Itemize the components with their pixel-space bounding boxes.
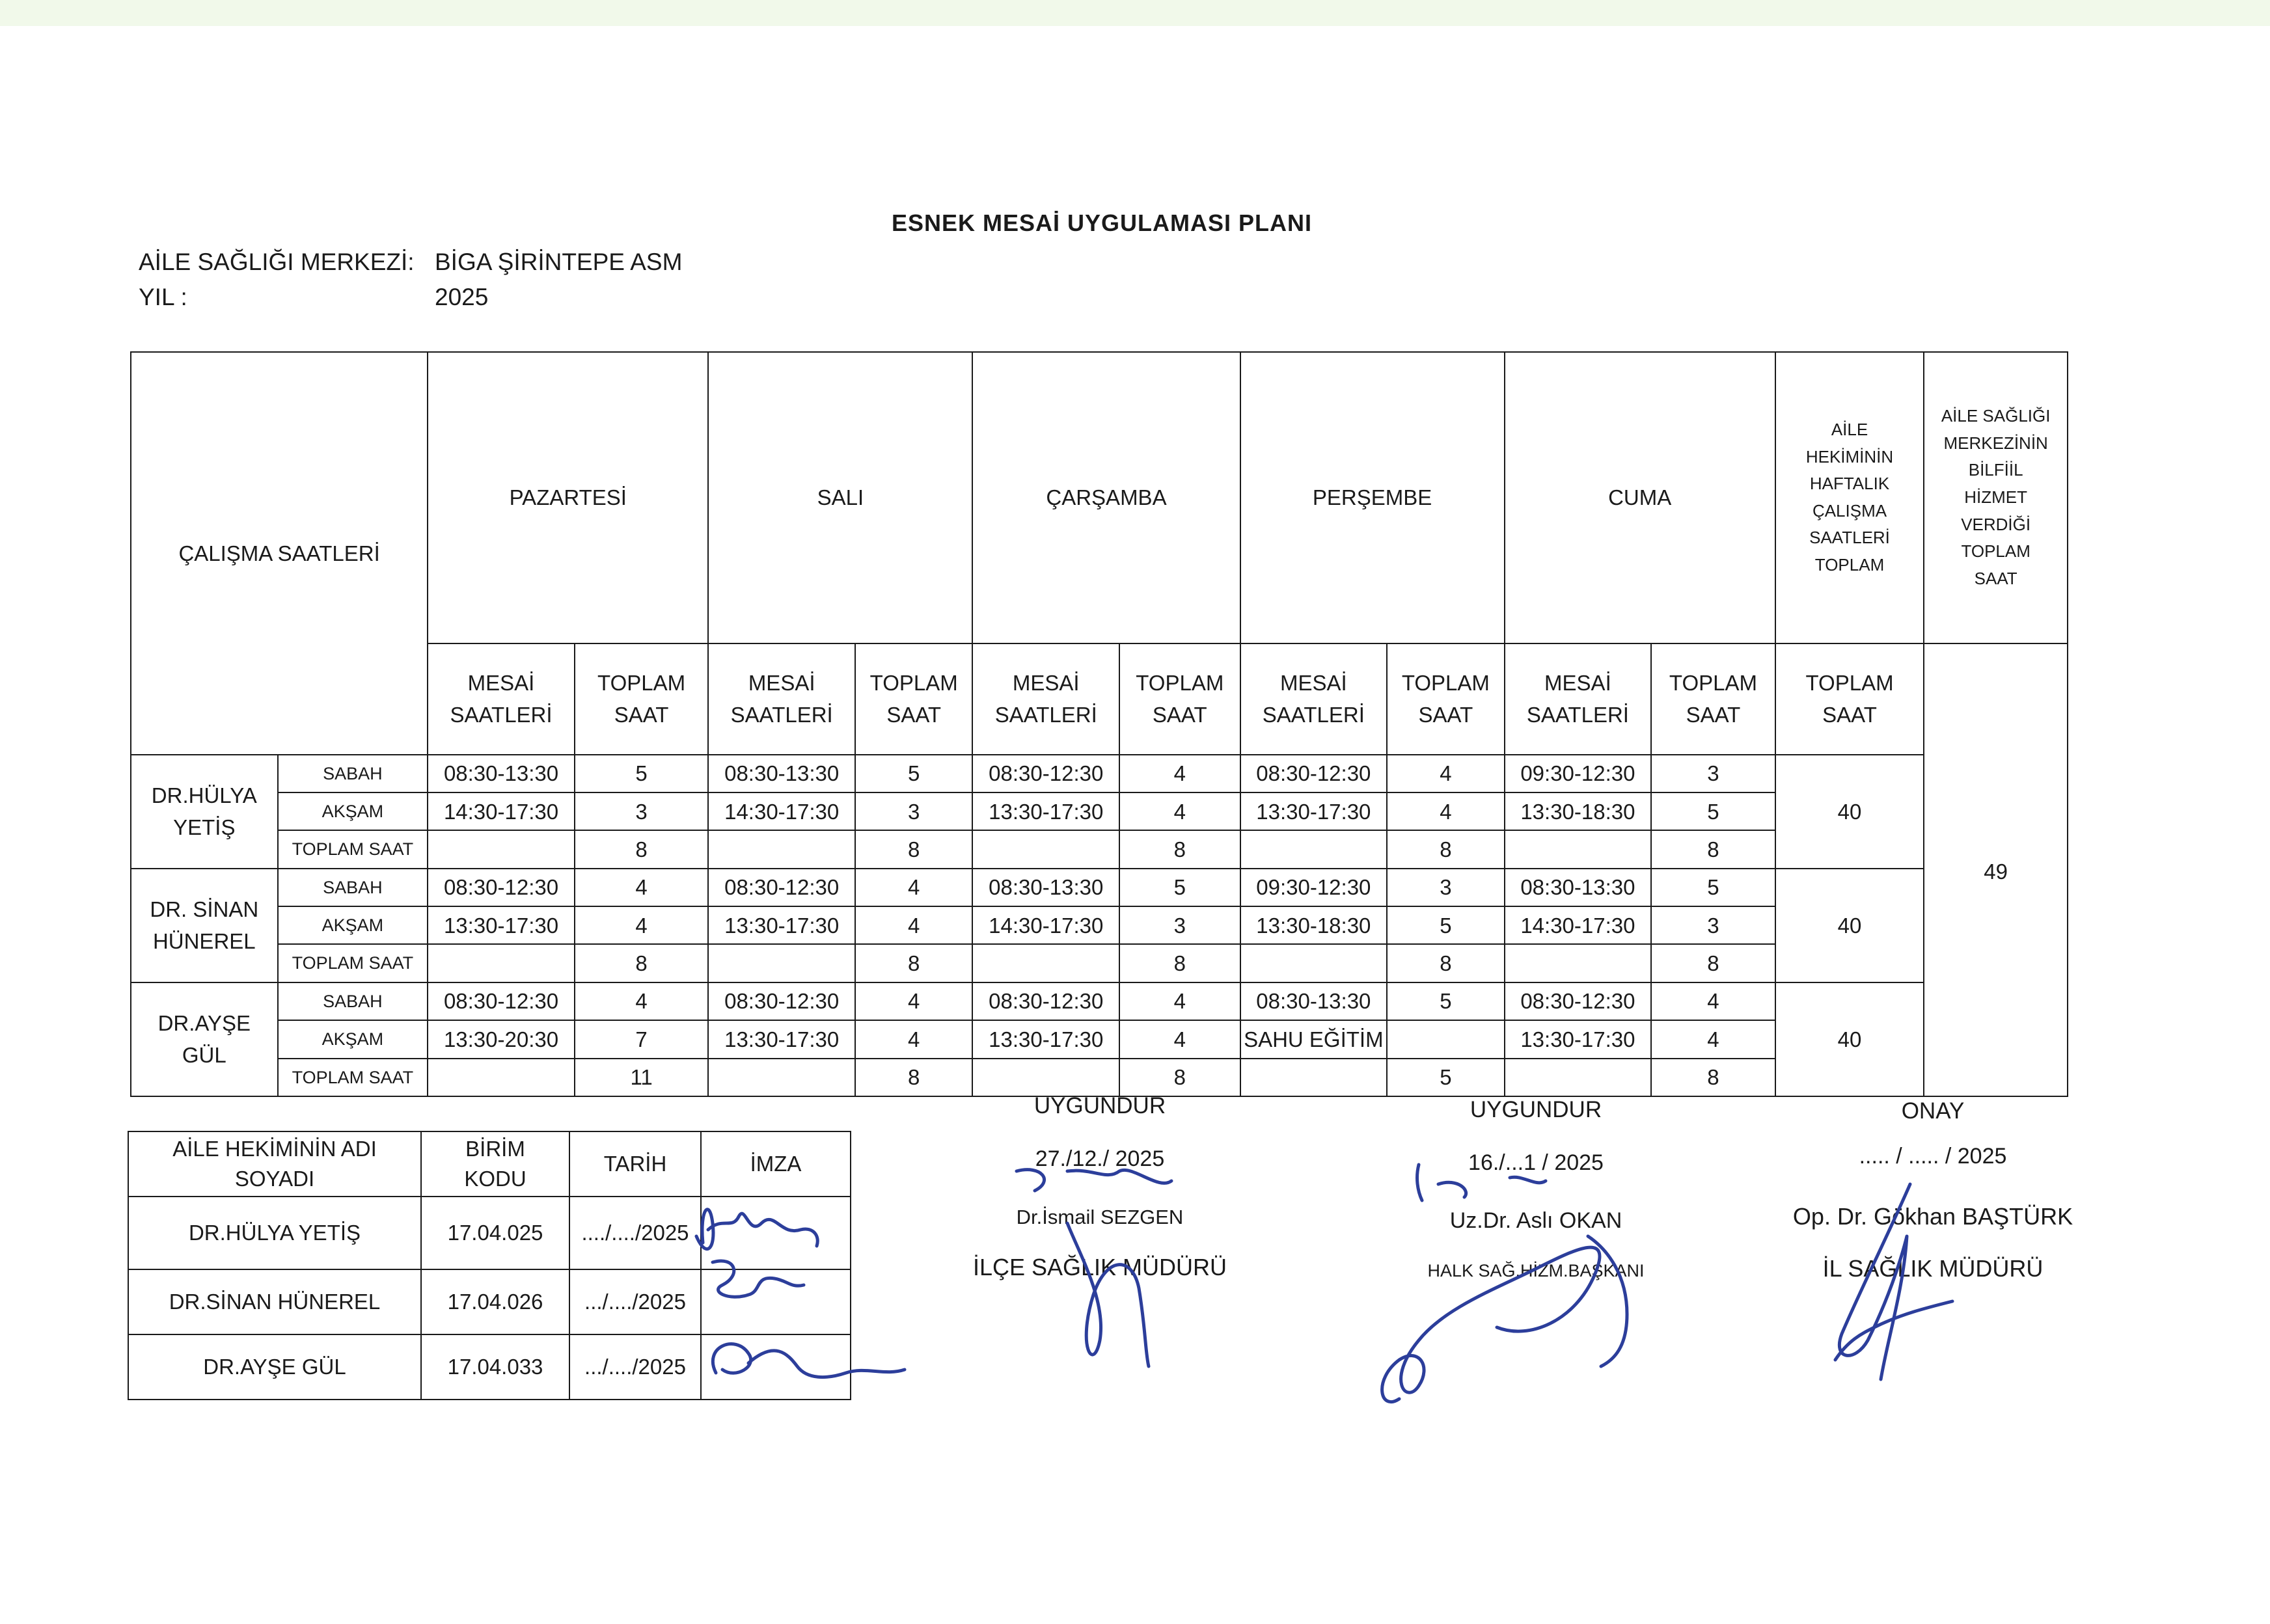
hours-total-cell: 8	[575, 830, 709, 868]
date-field: ..../..../2025	[569, 1197, 701, 1269]
day-header-friday: CUMA	[1505, 352, 1775, 643]
shift-label: SABAH	[278, 869, 428, 906]
shift-label: SABAH	[278, 755, 428, 792]
hours-total-cell: 5	[1387, 982, 1504, 1020]
hours-total-cell: 4	[1651, 1020, 1775, 1058]
shift-label: TOPLAM SAAT	[278, 944, 428, 982]
approval-name: Dr.İsmail SEZGEN	[1016, 1206, 1184, 1228]
mesai-hours-cell: 13:30-20:30	[428, 1020, 575, 1058]
hours-total-cell: 5	[1119, 869, 1240, 906]
unit-code: 17.04.026	[421, 1269, 569, 1334]
approval-status: UYGUNDUR	[1033, 1093, 1166, 1118]
mesai-hours-cell: 13:30-18:30	[1240, 906, 1388, 944]
center-label: AİLE SAĞLIĞI MERKEZİ:	[139, 249, 415, 275]
hours-total-cell: 3	[1119, 906, 1240, 944]
signature-provincial-director	[1835, 1184, 1952, 1379]
hours-total-cell: 11	[575, 1059, 709, 1096]
hours-total-cell: 8	[855, 944, 972, 982]
hours-total-cell: 8	[1651, 830, 1775, 868]
hours-total-cell: 5	[1387, 1059, 1504, 1096]
col-header-mesai: MESAİ SAATLERİ	[428, 643, 575, 755]
hours-total-cell: 4	[855, 982, 972, 1020]
hours-total-cell: 8	[855, 1059, 972, 1096]
signature-sinan	[713, 1261, 804, 1297]
hours-total-cell: 8	[575, 944, 709, 982]
mesai-hours-cell: 09:30-12:30	[1240, 869, 1388, 906]
approval-name: Op. Dr. Gökhan BAŞTÜRK	[1792, 1203, 2073, 1230]
mesai-hours-cell: 14:30-17:30	[972, 906, 1119, 944]
mesai-hours-cell: 08:30-12:30	[708, 869, 855, 906]
document-title: ESNEK MESAİ UYGULAMASI PLANI	[892, 210, 1313, 236]
signature-district-director	[1017, 1170, 1171, 1366]
hours-total-cell: 4	[1387, 755, 1504, 792]
hours-total-cell: 4	[855, 906, 972, 944]
hours-total-cell: 4	[575, 982, 709, 1020]
hours-total-cell: 8	[1651, 1059, 1775, 1096]
mesai-hours-cell: 08:30-12:30	[1505, 982, 1652, 1020]
col-header-mesai: MESAİ SAATLERİ	[1240, 643, 1388, 755]
col-header-toplam: TOPLAM SAAT	[855, 643, 972, 755]
mesai-hours-cell: 08:30-13:30	[708, 755, 855, 792]
hours-total-cell: 3	[1651, 906, 1775, 944]
unit-code: 17.04.033	[421, 1334, 569, 1400]
approval-date: ..... / ..... / 2025	[1859, 1144, 2007, 1169]
approval-status: ONAY	[1901, 1098, 1965, 1124]
day-header-tuesday: SALI	[708, 352, 972, 643]
hours-total-cell: 4	[1119, 755, 1240, 792]
date-field: .../..../2025	[569, 1334, 701, 1400]
mesai-hours-cell: 08:30-12:30	[428, 869, 575, 906]
sig-header-name: AİLE HEKİMİNİN ADI SOYADI	[128, 1131, 421, 1197]
hours-total-cell: 4	[855, 1020, 972, 1058]
shift-label: AKŞAM	[278, 906, 428, 944]
col-header-toplam: TOPLAM SAAT	[1387, 643, 1504, 755]
center-total-value: 49	[1924, 643, 2068, 1096]
hours-total-cell: 4	[1651, 982, 1775, 1020]
col-header-toplam: TOPLAM SAAT	[575, 643, 709, 755]
hours-total-cell: 3	[1651, 755, 1775, 792]
date-field: .../..../2025	[569, 1269, 701, 1334]
mesai-hours-cell: 08:30-12:30	[972, 755, 1119, 792]
sig-header-signature: İMZA	[701, 1131, 851, 1197]
mesai-hours-cell: 13:30-17:30	[972, 792, 1119, 830]
col-header-mesai: MESAİ SAATLERİ	[1505, 643, 1652, 755]
mesai-hours-cell: 08:30-12:30	[708, 982, 855, 1020]
hours-total-cell: 5	[1387, 906, 1504, 944]
weekly-total-cell: 40	[1775, 869, 1924, 982]
hours-total-cell: 4	[575, 869, 709, 906]
mesai-hours-cell: SAHU EĞİTİM	[1240, 1020, 1388, 1058]
signature-hulya	[696, 1210, 817, 1249]
hours-total-cell: 3	[575, 792, 709, 830]
mesai-hours-cell: 13:30-17:30	[1505, 1020, 1652, 1058]
approval-date: 27./12./ 2025	[1035, 1146, 1165, 1171]
hours-total-cell: 4	[575, 906, 709, 944]
weekly-total-cell: 40	[1775, 982, 1924, 1096]
signature-ayse	[713, 1344, 905, 1377]
hours-total-cell: 5	[1651, 792, 1775, 830]
hours-total-cell: 4	[1387, 792, 1504, 830]
col-header-toplam: TOPLAM SAAT	[1119, 643, 1240, 755]
doctor-name: DR.HÜLYA YETİŞ	[128, 1197, 421, 1269]
hours-total-cell: 8	[1119, 944, 1240, 982]
approval-status: UYGUNDUR	[1470, 1097, 1602, 1122]
day-header-monday: PAZARTESİ	[428, 352, 708, 643]
hours-total-cell: 4	[1119, 982, 1240, 1020]
shift-label: TOPLAM SAAT	[278, 830, 428, 868]
shift-label: TOPLAM SAAT	[278, 1059, 428, 1096]
mesai-hours-cell: 08:30-13:30	[972, 869, 1119, 906]
mesai-hours-cell: 08:30-13:30	[428, 755, 575, 792]
approval-date: 16./...1 / 2025	[1468, 1150, 1604, 1175]
day-header-thursday: PERŞEMBE	[1240, 352, 1505, 643]
hours-total-cell: 5	[575, 755, 709, 792]
mesai-hours-cell: 08:30-13:30	[1240, 982, 1388, 1020]
mesai-hours-cell: 08:30-12:30	[1240, 755, 1388, 792]
mesai-hours-cell: 08:30-12:30	[972, 982, 1119, 1020]
hours-total-cell: 4	[1119, 792, 1240, 830]
mesai-hours-cell: 13:30-17:30	[972, 1020, 1119, 1058]
mesai-hours-cell: 13:30-17:30	[708, 1020, 855, 1058]
hours-total-cell: 8	[855, 830, 972, 868]
weekly-total-cell: 40	[1775, 755, 1924, 869]
mesai-hours-cell: 13:30-17:30	[708, 906, 855, 944]
hours-total-cell: 7	[575, 1020, 709, 1058]
shift-label: AKŞAM	[278, 1020, 428, 1058]
mesai-hours-cell: 08:30-12:30	[428, 982, 575, 1020]
doctor-name: DR.AYŞE GÜL	[131, 982, 278, 1096]
hours-total-cell: 8	[1387, 830, 1504, 868]
hours-total-cell: 8	[1651, 944, 1775, 982]
sig-header-date: TARİH	[569, 1131, 701, 1197]
signature-public-health	[1382, 1165, 1627, 1402]
mesai-hours-cell: 09:30-12:30	[1505, 755, 1652, 792]
col-header-mesai: MESAİ SAATLERİ	[708, 643, 855, 755]
hours-total-cell: 3	[855, 792, 972, 830]
hours-total-cell: 5	[855, 755, 972, 792]
hours-total-cell: 4	[855, 869, 972, 906]
mesai-hours-cell: 13:30-17:30	[428, 906, 575, 944]
weekly-hours-header: AİLE HEKİMİNİN HAFTALIK ÇALIŞMA SAATLERİ TOPLAM	[1775, 352, 1924, 643]
hours-total-cell: 4	[1119, 1020, 1240, 1058]
doctor-name: DR.AYŞE GÜL	[128, 1334, 421, 1400]
hours-total-cell: 8	[1387, 944, 1504, 982]
col-header-weekly-toplam: TOPLAM SAAT	[1775, 643, 1924, 755]
doctor-name: DR.HÜLYA YETİŞ	[131, 755, 278, 869]
approval-title: İLÇE SAĞLIK MÜDÜRÜ	[972, 1254, 1227, 1280]
sig-header-code: BİRİM KODU	[421, 1131, 569, 1197]
hours-total-cell: 3	[1387, 869, 1504, 906]
mesai-hours-cell: 14:30-17:30	[428, 792, 575, 830]
approval-name: Uz.Dr. Aslı OKAN	[1449, 1208, 1622, 1233]
mesai-hours-cell: 14:30-17:30	[1505, 906, 1652, 944]
unit-code: 17.04.025	[421, 1197, 569, 1269]
hours-total-cell: 8	[1119, 1059, 1240, 1096]
approval-title: İL SAĞLIK MÜDÜRÜ	[1822, 1255, 2044, 1282]
mesai-hours-cell: 13:30-17:30	[1240, 792, 1388, 830]
shift-label: SABAH	[278, 982, 428, 1020]
approval-title: HALK SAĞ.HİZM.BAŞKANI	[1427, 1261, 1645, 1280]
shift-label: AKŞAM	[278, 792, 428, 830]
year-label: YIL :	[139, 284, 187, 310]
doctor-name: DR. SİNAN HÜNEREL	[131, 869, 278, 982]
mesai-hours-cell: 14:30-17:30	[708, 792, 855, 830]
year-value: 2025	[435, 284, 489, 310]
day-header-wednesday: ÇARŞAMBA	[972, 352, 1240, 643]
col-header-mesai: MESAİ SAATLERİ	[972, 643, 1119, 755]
doctor-name: DR.SİNAN HÜNEREL	[128, 1269, 421, 1334]
col-header-toplam: TOPLAM SAAT	[1651, 643, 1775, 755]
working-hours-header: ÇALIŞMA SAATLERİ	[131, 352, 428, 755]
hours-total-cell: 8	[1119, 830, 1240, 868]
mesai-hours-cell: 08:30-13:30	[1505, 869, 1652, 906]
center-total-header: AİLE SAĞLIĞI MERKEZİNİN BİLFİİL HİZMET VERDİĞİ TOPLAM SAAT	[1924, 352, 2068, 643]
center-value: BİGA ŞİRİNTEPE ASM	[435, 249, 683, 275]
hours-total-cell: 5	[1651, 869, 1775, 906]
mesai-hours-cell: 13:30-18:30	[1505, 792, 1652, 830]
